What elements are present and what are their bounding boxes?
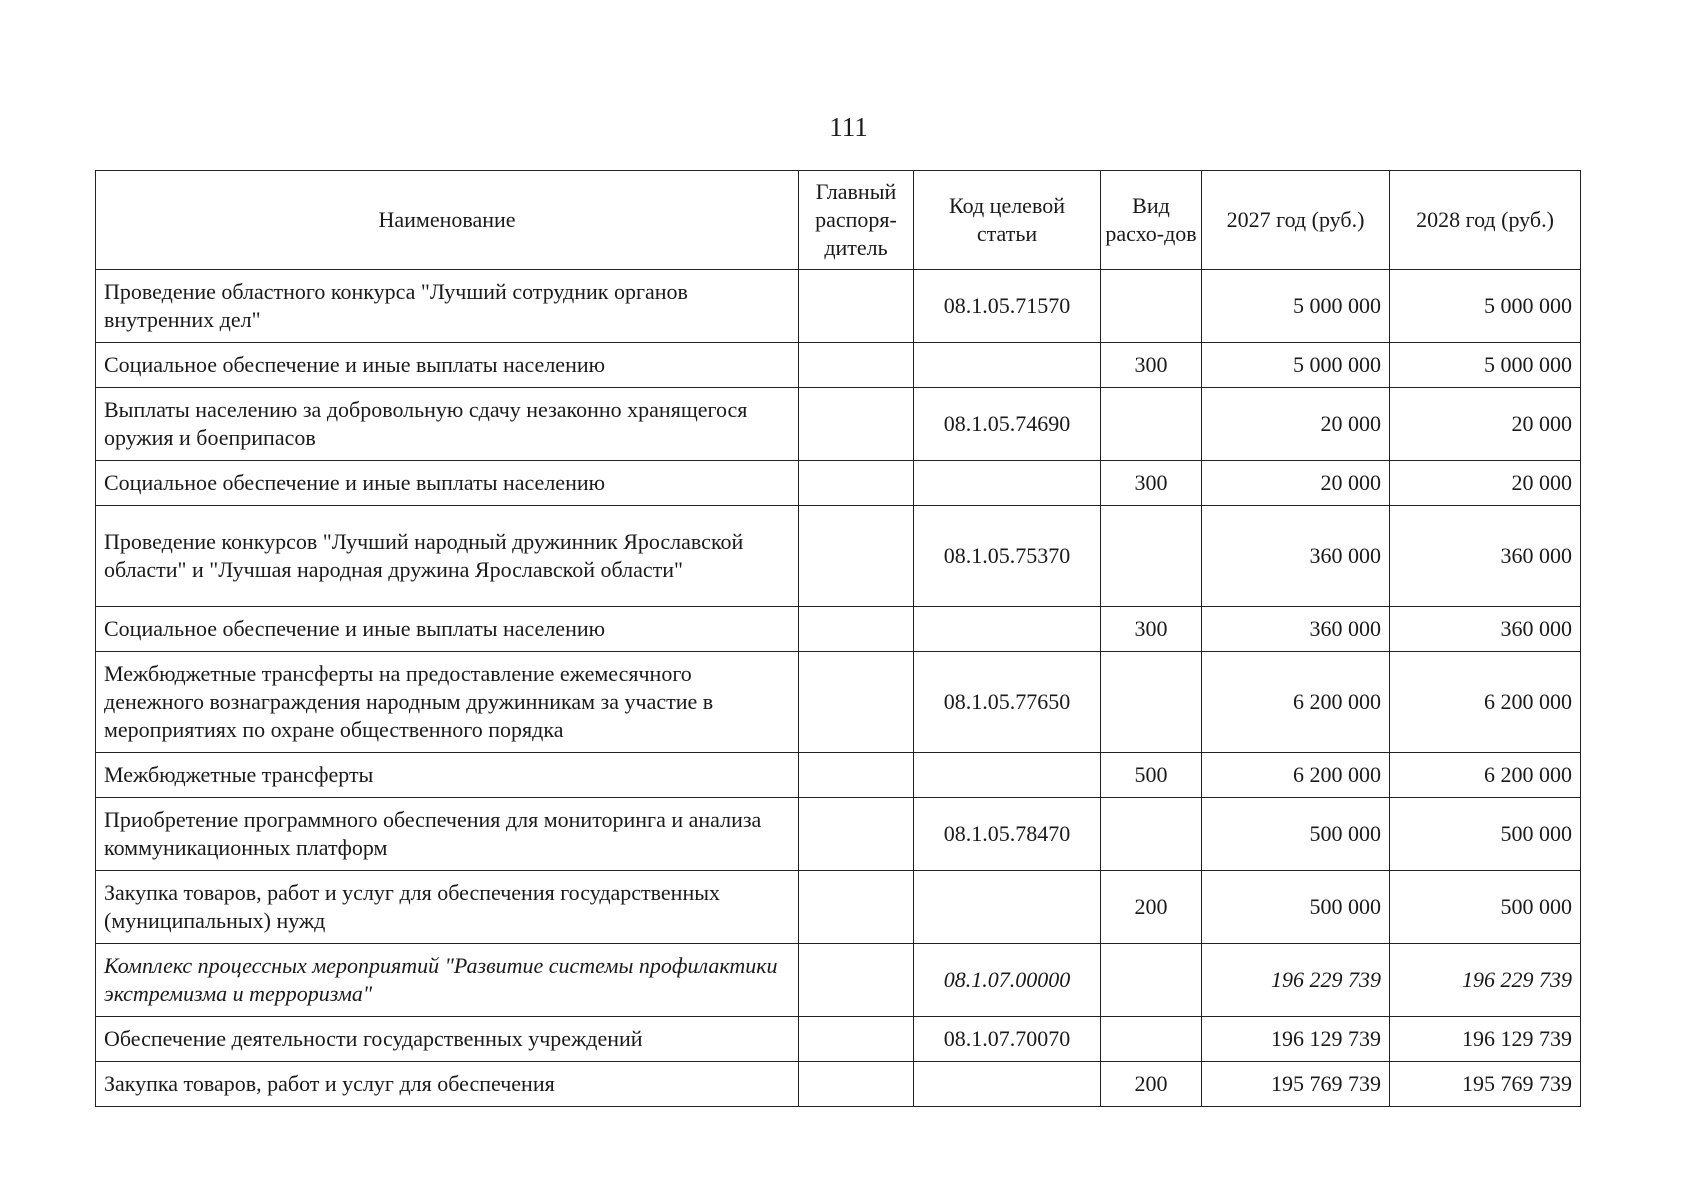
header-code: Код целевой статьи [914,171,1101,270]
cell-2028: 360 000 [1390,607,1581,652]
table-header-row [96,171,1581,270]
cell-2028: 360 000 [1390,506,1581,607]
cell-manager [799,1017,914,1062]
cell-code [914,871,1101,944]
cell-name: Обеспечение деятельности государственных учреждений [96,1017,799,1062]
header-type: Вид расхо-дов [1101,171,1202,270]
cell-2028: 195 769 739 [1390,1062,1581,1107]
cell-2027: 5 000 000 [1202,270,1390,343]
cell-2027: 6 200 000 [1202,652,1390,753]
cell-manager [799,871,914,944]
cell-code: 08.1.07.00000 [914,944,1101,1017]
cell-type [1101,506,1202,607]
cell-2027: 500 000 [1202,871,1390,944]
cell-2028: 500 000 [1390,871,1581,944]
cell-2027: 20 000 [1202,461,1390,506]
table-row [96,506,1581,607]
cell-name: Проведение областного конкурса "Лучший сотрудник органов внутренних дел" [96,270,799,343]
cell-manager [799,944,914,1017]
cell-2027: 6 200 000 [1202,753,1390,798]
cell-manager [799,270,914,343]
cell-code [914,343,1101,388]
cell-manager [799,1062,914,1107]
table-row [96,1017,1581,1062]
cell-2028: 5 000 000 [1390,270,1581,343]
cell-manager [799,607,914,652]
cell-manager [799,652,914,753]
cell-type: 200 [1101,871,1202,944]
cell-2028: 500 000 [1390,798,1581,871]
cell-name: Социальное обеспечение и иные выплаты населению [96,343,799,388]
cell-type: 500 [1101,753,1202,798]
cell-type [1101,1017,1202,1062]
page-number: 111 [829,112,868,142]
cell-code: 08.1.07.70070 [914,1017,1101,1062]
cell-name: Социальное обеспечение и иные выплаты населению [96,461,799,506]
cell-type: 300 [1101,607,1202,652]
cell-code [914,461,1101,506]
cell-type: 200 [1101,1062,1202,1107]
cell-2028: 6 200 000 [1390,652,1581,753]
cell-code: 08.1.05.75370 [914,506,1101,607]
cell-2027: 20 000 [1202,388,1390,461]
table-row [96,343,1581,388]
cell-type [1101,798,1202,871]
table-row [96,388,1581,461]
cell-manager [799,506,914,607]
cell-name: Комплекс процессных мероприятий "Развитие системы профилактики экстремизма и терроризма" [96,944,799,1017]
header-2027: 2027 год (руб.) [1202,171,1390,270]
table-row [96,798,1581,871]
cell-code: 08.1.05.78470 [914,798,1101,871]
cell-name: Закупка товаров, работ и услуг для обеспечения государственных (муниципальных) нужд [96,871,799,944]
cell-2028: 20 000 [1390,461,1581,506]
table-row [96,270,1581,343]
cell-code: 08.1.05.74690 [914,388,1101,461]
table-row [96,944,1581,1017]
cell-manager [799,388,914,461]
cell-2027: 196 229 739 [1202,944,1390,1017]
cell-2027: 360 000 [1202,506,1390,607]
table-row [96,871,1581,944]
cell-name: Межбюджетные трансферты [96,753,799,798]
header-manager: Главный распоря-дитель [799,171,914,270]
cell-name: Проведение конкурсов "Лучший народный дружинник Ярославской области" и "Лучшая народная дружина Ярославской области" [96,506,799,607]
cell-code: 08.1.05.71570 [914,270,1101,343]
cell-code [914,753,1101,798]
cell-manager [799,343,914,388]
cell-type: 300 [1101,343,1202,388]
cell-code [914,1062,1101,1107]
header-2028: 2028 год (руб.) [1390,171,1581,270]
cell-type [1101,270,1202,343]
cell-2027: 196 129 739 [1202,1017,1390,1062]
cell-manager [799,461,914,506]
header-name: Наименование [96,171,799,270]
cell-2027: 500 000 [1202,798,1390,871]
cell-type [1101,388,1202,461]
cell-name: Выплаты населению за добровольную сдачу незаконно хранящегося оружия и боеприпасов [96,388,799,461]
cell-name: Приобретение программного обеспечения для мониторинга и анализа коммуникационных платформ [96,798,799,871]
cell-code: 08.1.05.77650 [914,652,1101,753]
table-row [96,652,1581,753]
cell-2028: 5 000 000 [1390,343,1581,388]
cell-2028: 20 000 [1390,388,1581,461]
cell-2027: 195 769 739 [1202,1062,1390,1107]
cell-2027: 360 000 [1202,607,1390,652]
table-row [96,607,1581,652]
budget-table [95,170,1581,1107]
cell-type: 300 [1101,461,1202,506]
cell-manager [799,798,914,871]
cell-name: Социальное обеспечение и иные выплаты населению [96,607,799,652]
cell-code [914,607,1101,652]
cell-2028: 6 200 000 [1390,753,1581,798]
cell-name: Межбюджетные трансферты на предоставление ежемесячного денежного вознаграждения народным дружинникам за участие в мероприятиях по охране общественного порядка [96,652,799,753]
cell-manager [799,753,914,798]
cell-type [1101,944,1202,1017]
cell-type [1101,652,1202,753]
cell-2028: 196 229 739 [1390,944,1581,1017]
table-row [96,753,1581,798]
table-row [96,1062,1581,1107]
cell-2028: 196 129 739 [1390,1017,1581,1062]
table-row [96,461,1581,506]
cell-name: Закупка товаров, работ и услуг для обеспечения [96,1062,799,1107]
cell-2027: 5 000 000 [1202,343,1390,388]
